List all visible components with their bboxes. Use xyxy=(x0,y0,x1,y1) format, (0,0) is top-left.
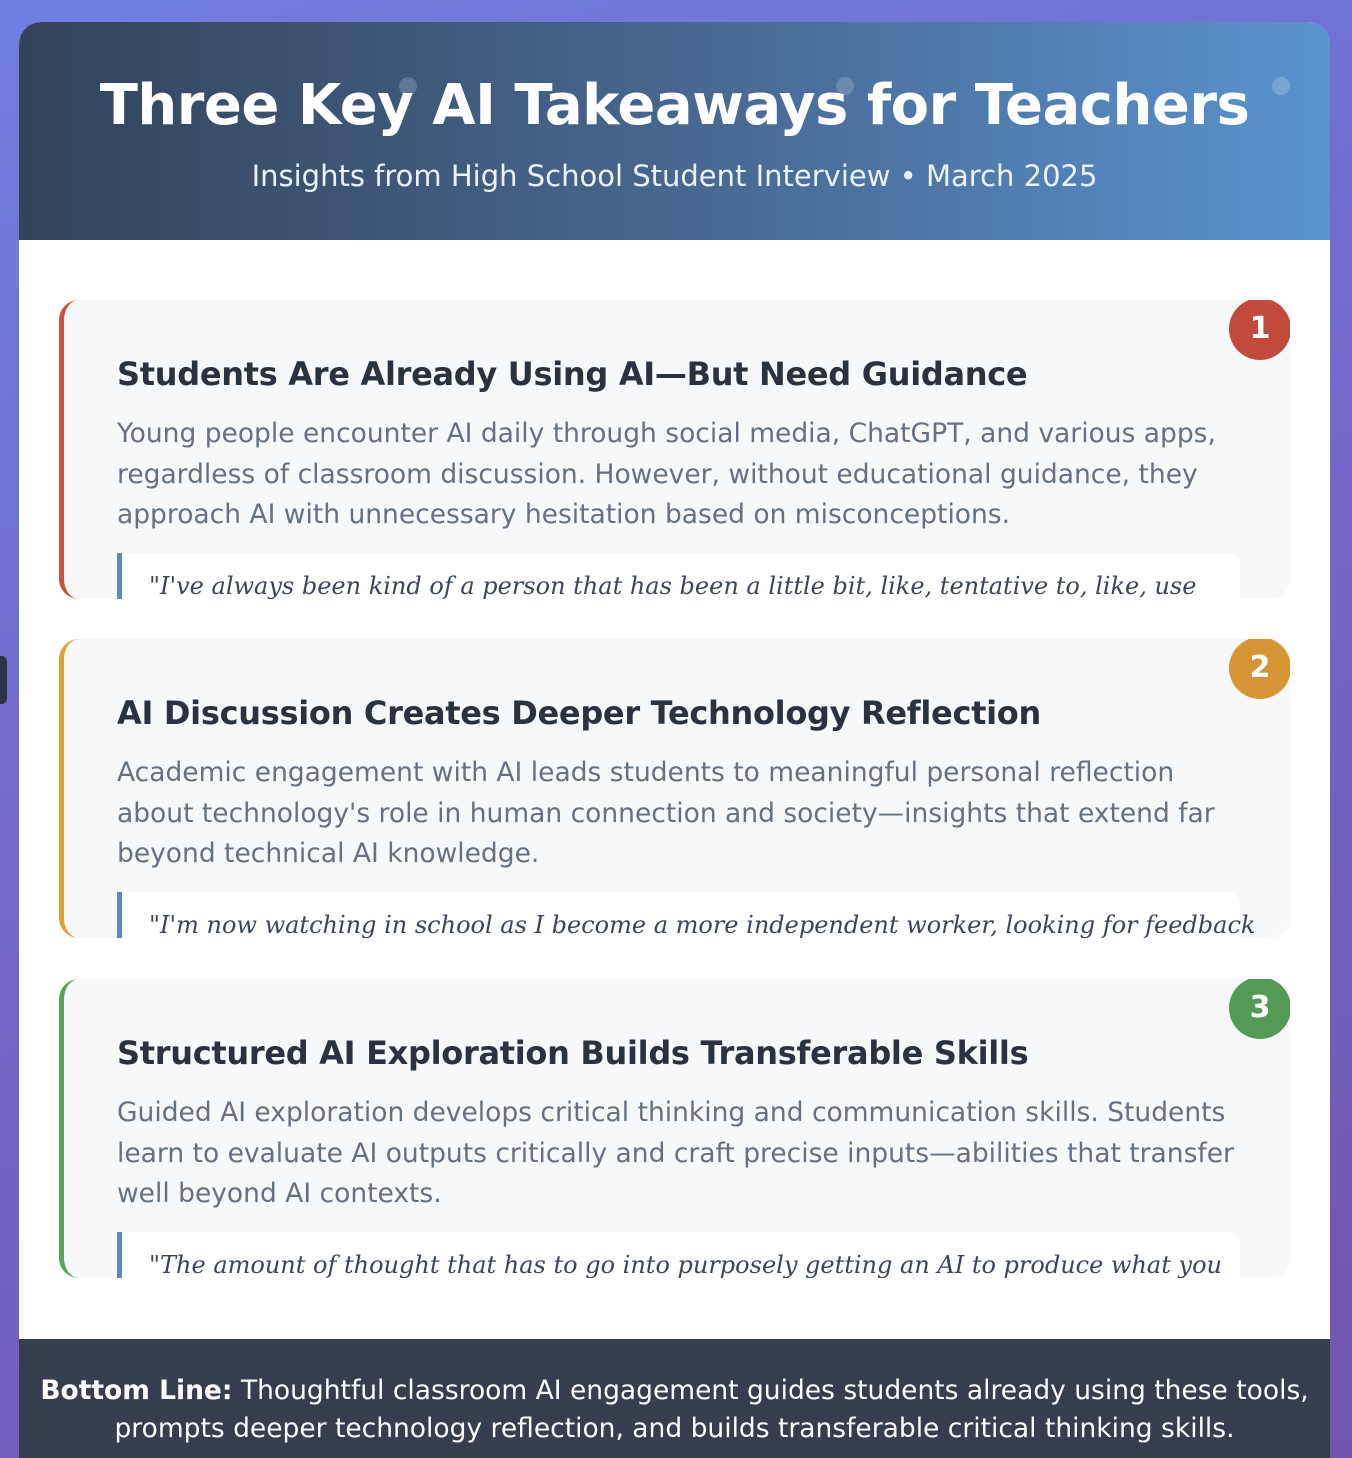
takeaway-title: Structured AI Exploration Builds Transferable Skills xyxy=(117,1034,1029,1072)
takeaway-description: Academic engagement with AI leads students to meaningful personal reflection about technology's role in human connection and society—insights that extend far beyond technical AI knowledge. xyxy=(117,757,1215,869)
decorative-dot xyxy=(399,77,417,95)
decorative-dot xyxy=(836,77,854,95)
bottom-line-footer xyxy=(19,1339,1330,1458)
student-quote xyxy=(117,553,1240,599)
page-subtitle: Insights from High School Student Interview • March 2025 xyxy=(251,159,1098,193)
student-quote xyxy=(117,892,1256,938)
number-badge: 3 xyxy=(1229,979,1290,1039)
page-title: Three Key AI Takeaways for Teachers xyxy=(99,73,1250,138)
number-badge: 1 xyxy=(1229,300,1290,360)
bottom-line-text: Thoughtful classroom AI engagement guides students already using these tools, prompts deeper technology reflection, and builds transferable critical thinking skills. xyxy=(114,1375,1309,1444)
takeaway-card-2 xyxy=(59,639,1290,938)
quote-text: "The amount of thought that has to go into purposely getting an AI to produce what you xyxy=(149,1251,1222,1278)
number-badge: 2 xyxy=(1229,639,1290,699)
quote-text: "I've always been kind of a person that has been a little bit, like, tentative to, like, use xyxy=(149,572,1197,599)
takeaway-title: Students Are Already Using AI—But Need Guidance xyxy=(117,355,1028,393)
quote-text: "I'm now watching in school as I become a more independent worker, looking for feedback xyxy=(149,911,1256,938)
header-banner xyxy=(19,22,1330,240)
takeaway-card-1 xyxy=(59,300,1290,599)
takeaways-card xyxy=(19,22,1330,1458)
takeaway-card-3 xyxy=(59,979,1290,1278)
student-quote xyxy=(117,1232,1240,1278)
side-panel-tab[interactable] xyxy=(0,656,7,704)
takeaway-title: AI Discussion Creates Deeper Technology Reflection xyxy=(117,694,1041,732)
decorative-dot xyxy=(1272,77,1290,95)
bottom-line-label: Bottom Line: xyxy=(40,1375,233,1406)
takeaway-description: Young people encounter AI daily through social media, ChatGPT, and various apps, regardless of classroom discussion. However, without educational guidance, they approach AI with unnecessary hesitation based on misconceptions. xyxy=(117,418,1216,530)
takeaway-description: Guided AI exploration develops critical thinking and communication skills. Students learn to evaluate AI outputs critically and craft precise inputs—abilities that transfer well beyond AI contexts. xyxy=(117,1097,1234,1209)
